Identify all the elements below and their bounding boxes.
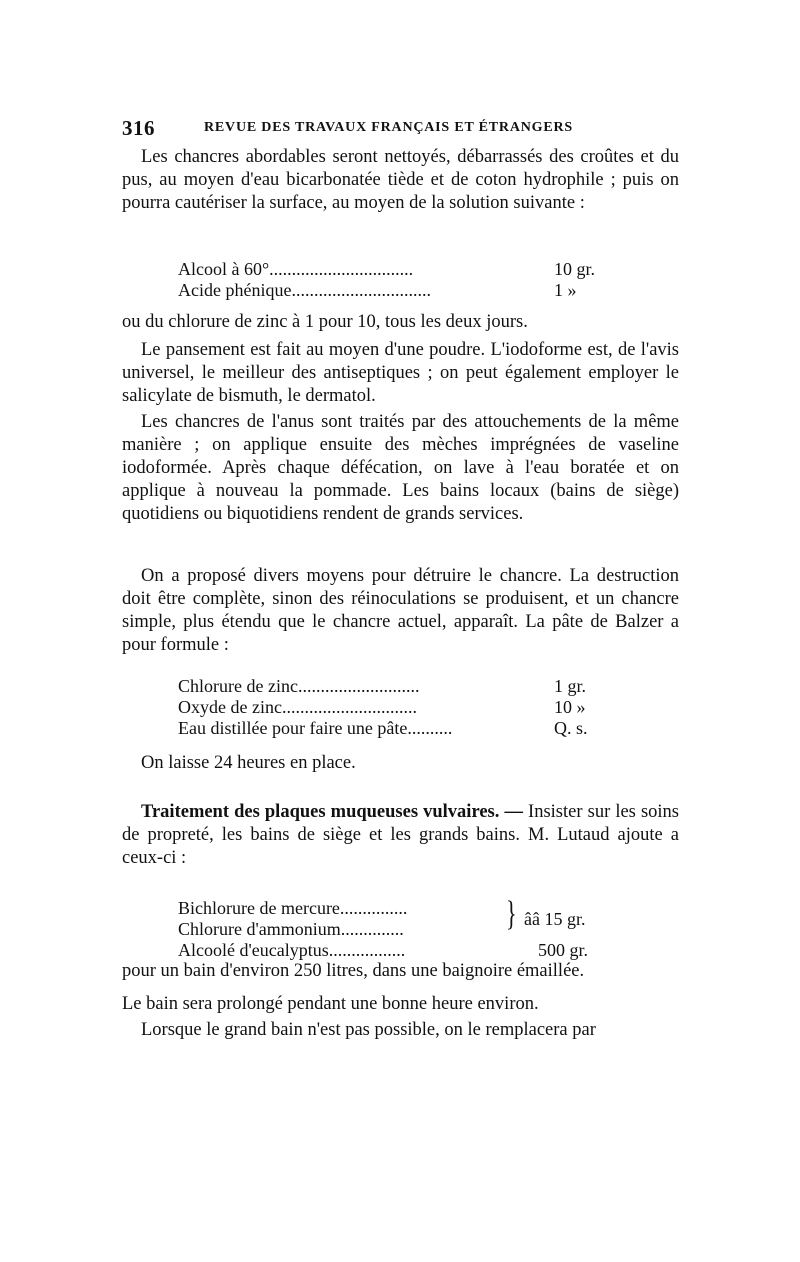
paragraph-5	[122, 565, 679, 657]
paragraph-text: Le bain sera prolongé pendant une bonne heure environ.	[122, 994, 539, 1014]
paragraph-text: On a proposé divers moyens pour détruire le chancre. La destruction doit être complète, sinon des réinoculations se produisent, et un chancre simple, plus étendu que le chancre actuel, apparaît. La pâte de Balzer a pour formule :	[122, 566, 679, 655]
paragraph-1	[122, 146, 679, 215]
ingredient-label: Eau distillée pour faire une pâte..........	[178, 718, 453, 738]
ingredient-quantity: 1 gr.	[554, 676, 587, 696]
ingredient-quantity: 500 gr.	[538, 940, 589, 960]
paragraph-2	[122, 311, 679, 334]
shared-quantity: ââ 15 gr.	[524, 909, 586, 929]
paragraph-9	[122, 993, 539, 1016]
formula-2	[178, 676, 638, 739]
section-text: Insister sur les soins de propreté, les bains de siège et les grands bains. M. Lutaud ajoute a ceux-ci :	[122, 802, 679, 868]
ingredient-quantity: 1 »	[554, 280, 577, 300]
paragraph-4	[122, 411, 679, 526]
paragraph-text: Les chancres de l'anus sont traités par des attouchements de la même manière ; on applique ensuite des mèches imprégnées de vaseline iodoformée. Après chaque défécation, on lave à l'eau boratée et on applique à nouveau la pommade. Les bains locaux (bains de siège) quotidiens ou biquotidiens rendent de grands services.	[122, 412, 679, 524]
paragraph-text: ou du chlorure de zinc à 1 pour 10, tous les deux jours.	[122, 312, 528, 332]
formula-1	[178, 259, 628, 301]
formula-3	[178, 892, 638, 964]
brace-glyph: }	[506, 892, 517, 933]
formula-row	[178, 259, 628, 280]
ingredient-label: Chlorure d'ammonium..............	[178, 919, 404, 939]
paragraph-10	[122, 1019, 596, 1042]
formula-row	[178, 676, 638, 697]
ingredient-label: Oxyde de zinc..............................	[178, 697, 417, 717]
page-header	[122, 116, 682, 140]
paragraph-text	[122, 801, 679, 870]
running-title: REVUE DES TRAVAUX FRANÇAIS ET ÉTRANGERS	[204, 120, 573, 135]
paragraph-3	[122, 339, 679, 408]
paragraph-8	[122, 960, 679, 983]
formula-row	[178, 940, 638, 961]
ingredient-quantity: Q. s.	[554, 718, 588, 738]
paragraph-text: pour un bain d'environ 250 litres, dans une baignoire émaillée.	[122, 961, 585, 981]
formula-row	[178, 718, 638, 739]
ingredient-label: Chlorure de zinc...........................	[178, 676, 420, 696]
formula-row	[178, 697, 638, 718]
ingredient-label: Bichlorure de mercure...............	[178, 898, 408, 918]
paragraph-6	[122, 752, 356, 775]
paragraph-text: Lorsque le grand bain n'est pas possible, on le remplacera par	[141, 1020, 596, 1040]
ingredient-label: Alcool à 60°................................	[178, 259, 414, 279]
section-title: Traitement des plaques muqueuses vulvaires. —	[141, 802, 523, 822]
paragraph-7	[122, 801, 679, 870]
paragraph-text: On laisse 24 heures en place.	[141, 753, 356, 773]
ingredient-label: Acide phénique...............................	[178, 280, 431, 300]
paragraph-text: Les chancres abordables seront nettoyés, débarrassés des croûtes et du pus, au moyen d'eau bicarbonatée tiède et de coton hydrophile ; puis on pourra cautériser la surface, au moyen de la solution suivante :	[122, 147, 679, 213]
ingredient-label: Alcoolé d'eucalyptus.................	[178, 940, 406, 960]
paragraph-text: Le pansement est fait au moyen d'une poudre. L'iodoforme est, de l'avis universel, le meilleur des antiseptiques ; on peut également employer le salicylate de bismuth, le dermatol.	[122, 340, 679, 406]
ingredient-quantity: 10 »	[554, 697, 586, 717]
page-number: 316	[122, 116, 155, 140]
ingredient-quantity: 10 gr.	[554, 259, 596, 279]
formula-row	[178, 280, 628, 301]
